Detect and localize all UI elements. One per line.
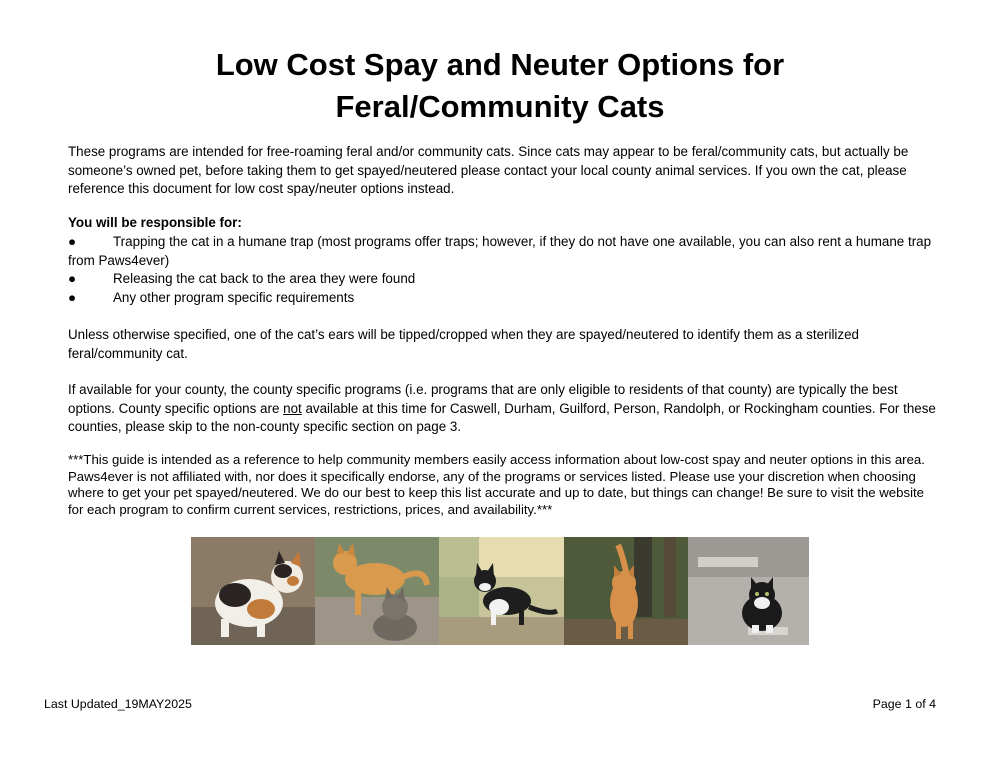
calico-cat-photo [191, 537, 315, 645]
page-title [0, 44, 1000, 128]
intro-paragraph: These programs are intended for free-roaming feral and/or community cats. Since cats may appear to be feral/community cats, but actually be someone’s owned pet, before taking them to get spayed/neutered please contact your local county animal services. If you own the cat, please reference this document for low cost spay/neuter options instead. [68, 144, 909, 197]
county-paragraph [68, 381, 938, 437]
orange-cat-walking-photo [564, 537, 688, 645]
list-item [68, 270, 938, 289]
bullet-icon: ● [68, 271, 77, 287]
responsibility-list [68, 233, 938, 307]
title-line-1: Low Cost Spay and Neuter Options for [215, 47, 785, 82]
black-white-cat-photo [439, 537, 564, 645]
bullet-icon: ● [68, 234, 77, 249]
bullet-icon: ● [68, 289, 77, 305]
last-updated-footer: Last Updated_19MAY2025 [44, 697, 192, 711]
disclaimer-paragraph: ***This guide is intended as a reference to help community members easily access information about low-cost spay and neuter options in this area. Paws4ever is not affiliated with, nor does it specifically endorse, any of the programs or services listed. Please use your discretion when choosing where to get your pet spayed/neutered. We do our best to keep this list accurate and up to date, but things can change! Be sure to visit the website for each program to confirm current services, restrictions, prices, and availability.*** [68, 452, 925, 517]
list-item [68, 233, 938, 270]
county-emphasis-not: not [283, 400, 302, 416]
list-item-text: Any other program specific requirements [113, 289, 355, 305]
responsibility-heading: You will be responsible for: [68, 215, 242, 230]
ear-tip-paragraph: Unless otherwise specified, one of the cat’s ears will be tipped/cropped when they are spayed/neutered to identify them as a sterilized feral/community cat. [68, 327, 859, 361]
page-number-footer: Page 1 of 4 [872, 697, 936, 711]
title-line-2: Feral/Community Cats [335, 89, 665, 124]
list-item-text: Trapping the cat in a humane trap (most programs offer traps; however, if they do not have one available, you can also rent a humane trap from Paws4ever) [68, 234, 932, 268]
list-item [68, 289, 938, 308]
list-item-text: Releasing the cat back to the area they were found [113, 271, 416, 287]
county-text-part-1: If available for your county, the county specific programs (i.e. programs that are only eligible to residents of that county) are typically the best options. County specific options are [68, 382, 898, 416]
orange-and-tabby-cats-photo [315, 537, 439, 645]
black-white-kitten-photo [688, 537, 809, 645]
cat-photo-strip [191, 537, 809, 645]
county-text-part-2: available at this time for Caswell, Durham, Guilford, Person, Randolph, or Rockingham counties. For these counties, please skip to the non-county specific section on page 3. [68, 400, 936, 435]
